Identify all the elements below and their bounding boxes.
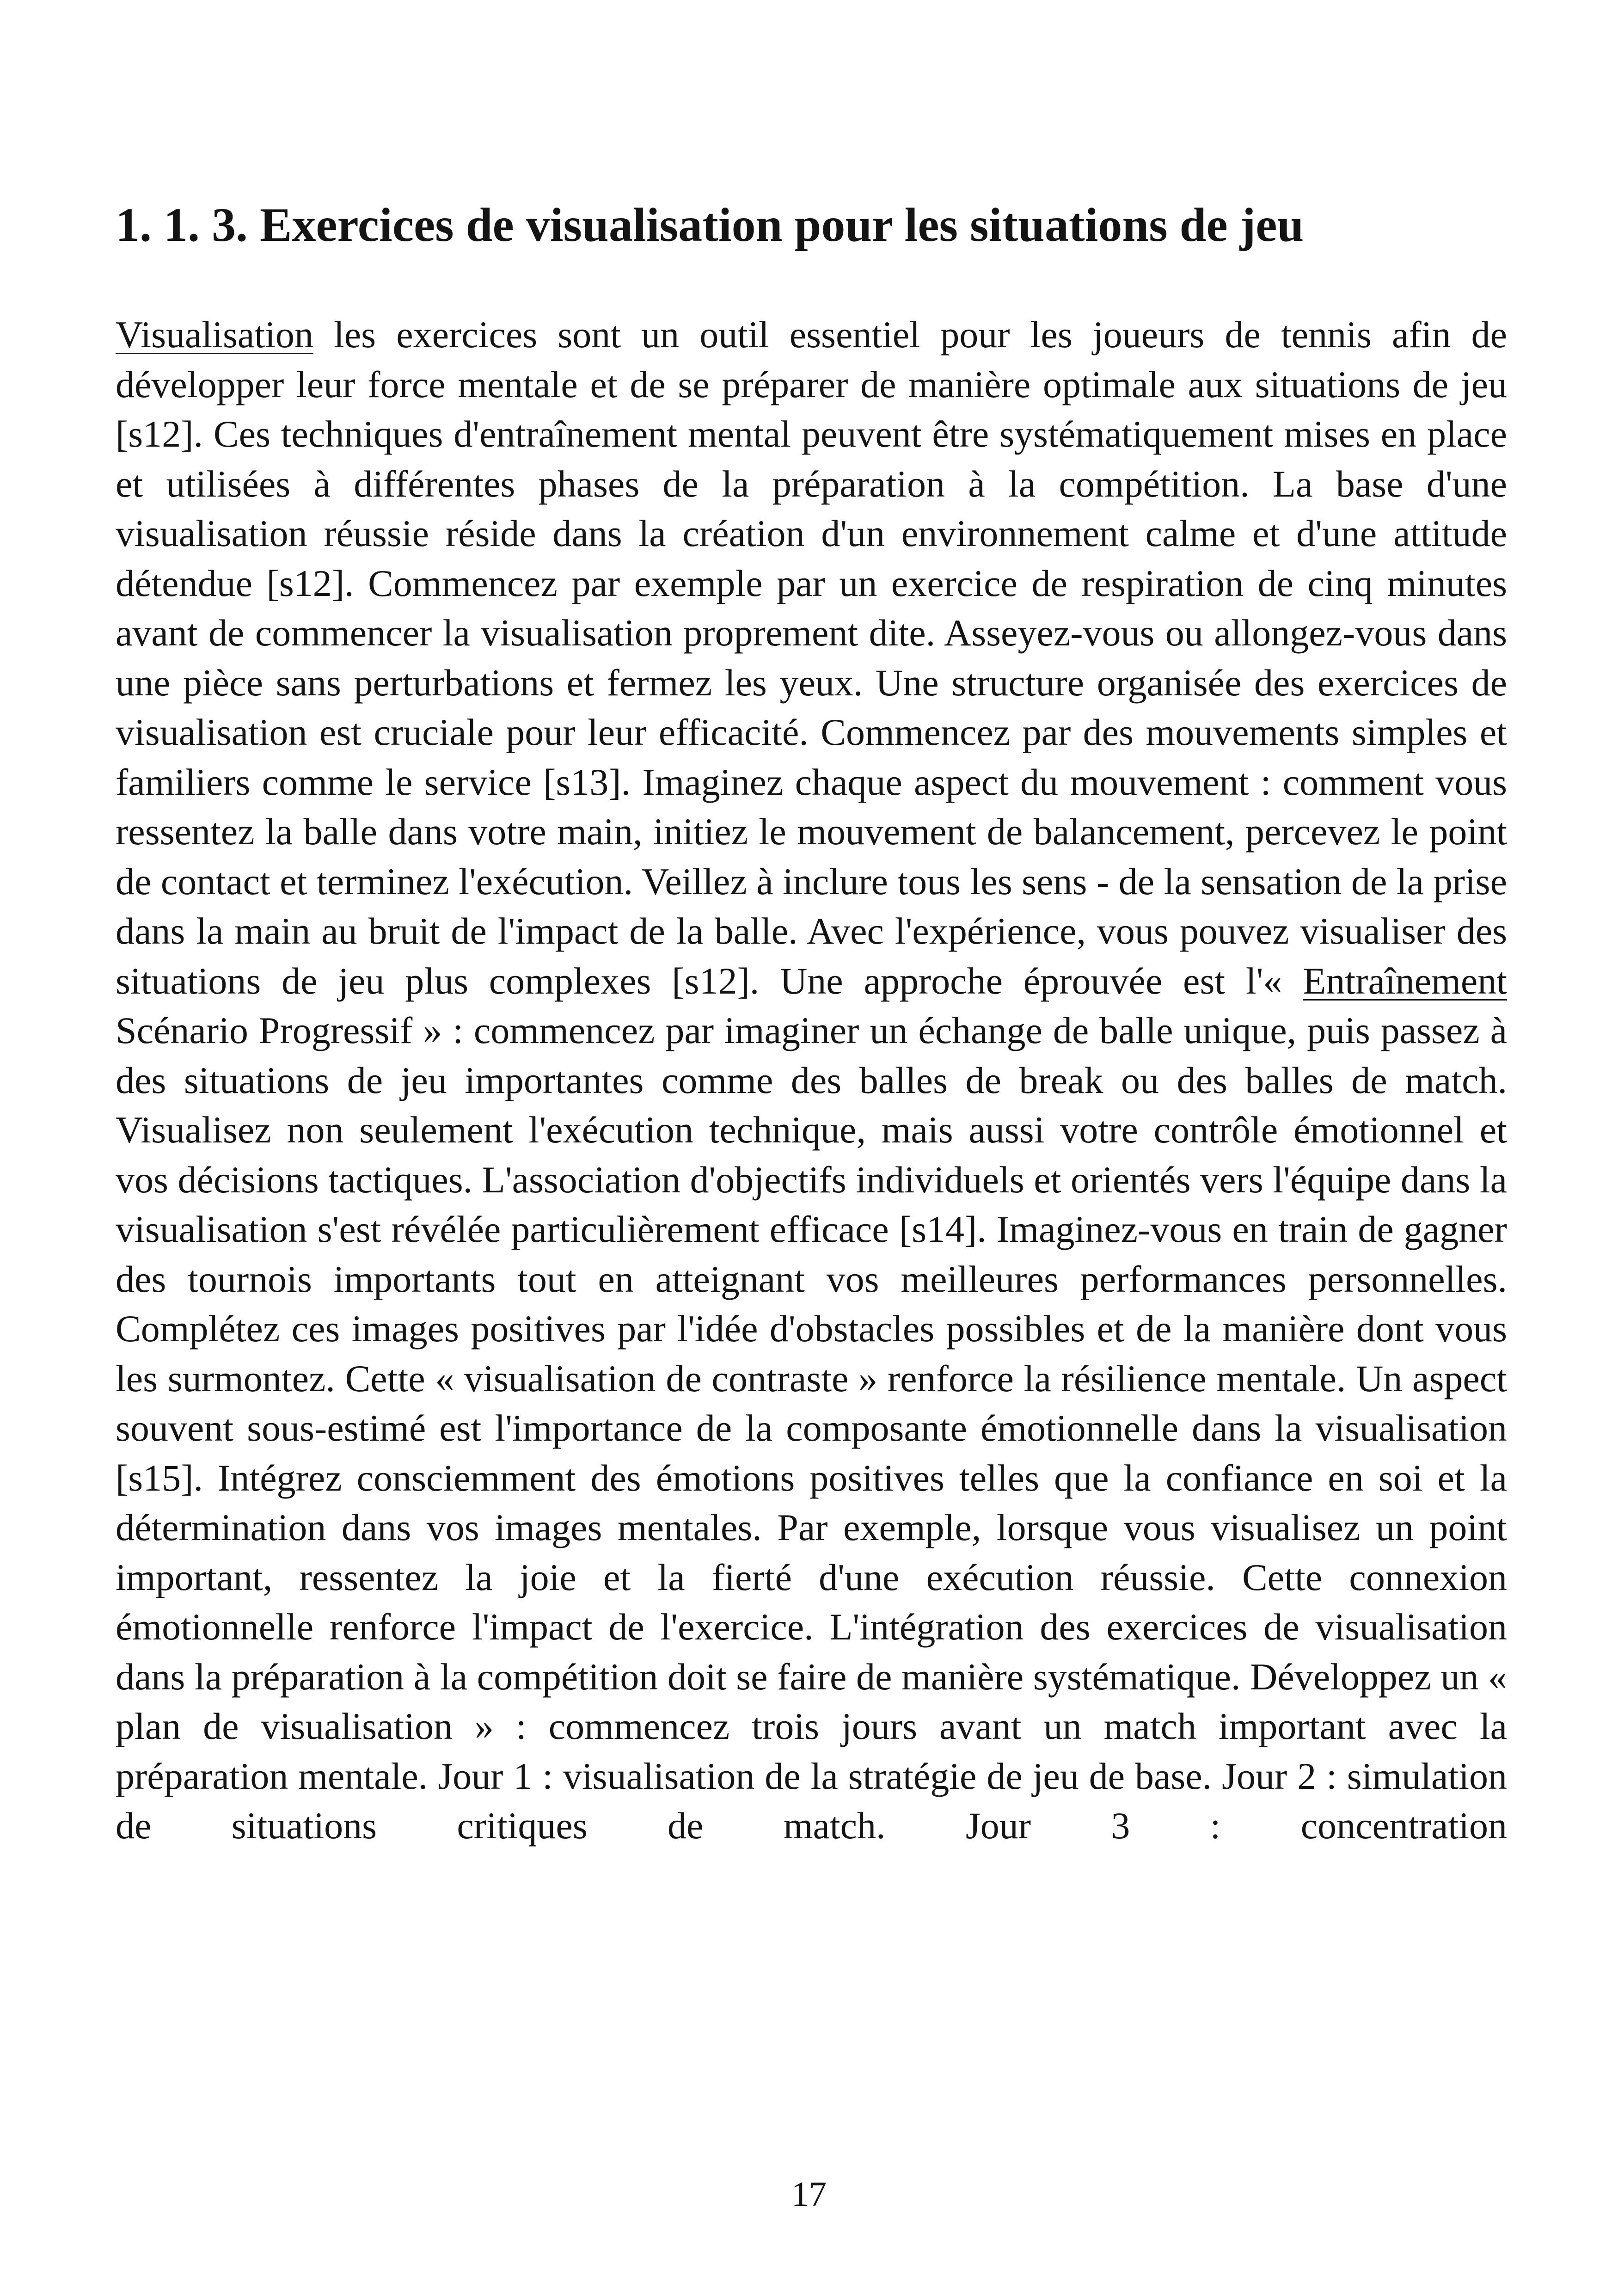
link-entrainement[interactable]: Entraînement [1303,959,1507,1002]
paragraph-text-part-2: Scénario Progressif » : commencez par imaginer un échange de balle unique, puis passez à des situations de jeu importantes comme des balles de break ou des balles de match. Visualisez non seulement l'exécution technique, mais aussi votre contrôle émotionnel et vos décisions tactiques. L'association d'objectifs individuels et orientés vers l'équipe dans la visualisation s'est révélée particulièrement efficace [s14]. Imaginez-vous en train de gagner des tournois importants tout en atteignant vos meilleures performances personnelles. Complétez ces images positives par l'idée d'obstacles possibles et de la manière dont vous les surmontez. Cette « visualisation de contraste » renforce la résilience mentale. Un aspect souvent sous-estimé est l'importance de la composante émotionnelle dans la visualisation [s15]. Intégrez consciemment des émotions positives telles que la confiance en soi et la détermination dans vos images mentales. Par exemple, lorsque vous visualisez un point important, ressentez la joie et la fierté d'une exécution réussie. Cette connexion émotionnelle renforce l'impact de l'exercice. L'intégration des exercices de visualisation dans la préparation à la compétition doit se faire de manière systématique. Développez un « plan de visualisation » : commencez trois jours avant un match important avec la préparation mentale. Jour 1 : visualisation de la stratégie de jeu de base. Jour 2 : simulation de situations critiques de match. Jour 3 : concentration [116,1009,1507,1847]
page-number: 17 [791,2175,827,2214]
link-visualisation[interactable]: Visualisation [116,313,313,356]
body-paragraph [116,310,1507,1851]
paragraph-text-part-1: les exercices sont un outil essentiel pour les joueurs de tennis afin de développer leur force mentale et de se préparer de manière optimale aux situations de jeu [s12]. Ces techniques d'entraînement mental peuvent être systématiquement mises en place et utilisées à différentes phases de la préparation à la compétition. La base d'une visualisation réussie réside dans la création d'un environnement calme et d'une attitude détendue [s12]. Commencez par exemple par un exercice de respiration de cinq minutes avant de commencer la visualisation proprement dite. Asseyez-vous ou allongez-vous dans une pièce sans perturbations et fermez les yeux. Une structure organisée des exercices de visualisation est cruciale pour leur efficacité. Commencez par des mouvements simples et familiers comme le service [s13]. Imaginez chaque aspect du mouvement : comment vous ressentez la balle dans votre main, initiez le mouvement de balancement, percevez le point de contact et terminez l'exécution. Veillez à inclure tous les sens - de la sensation de la prise dans la main au bruit de l'impact de la balle. Avec l'expérience, vous pouvez visualiser des situations de jeu plus complexes [s12]. Une approche éprouvée est l'« [116,313,1507,1002]
section-heading: 1. 1. 3. Exercices de visualisation pour les situations de jeu [116,198,1304,252]
